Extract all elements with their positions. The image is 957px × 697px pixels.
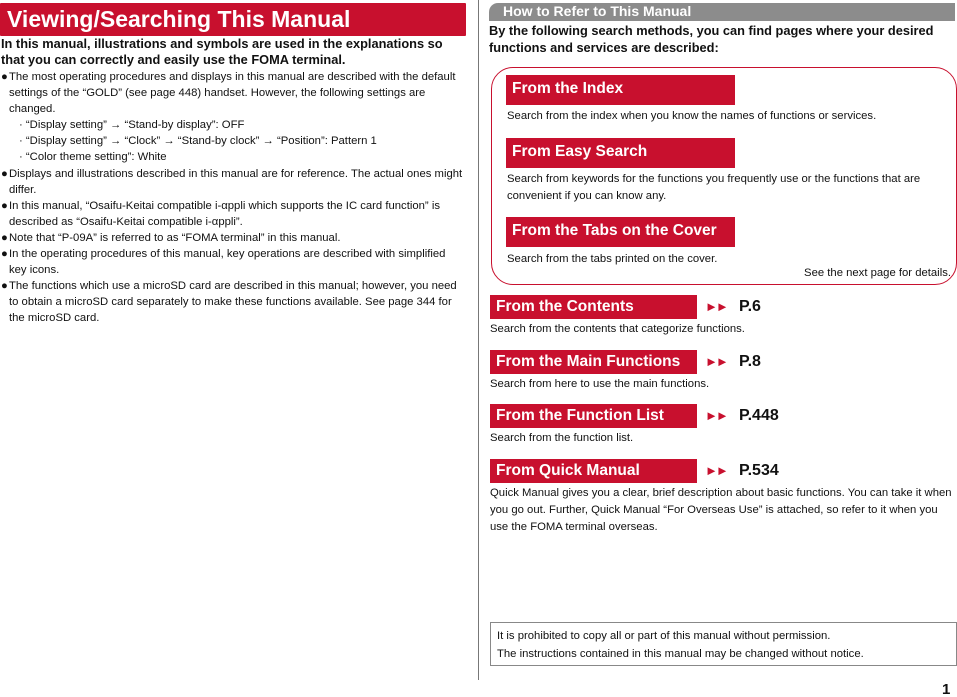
list-item: ● Displays and illustrations described in this manual are for reference. The actual ones might differ. [1, 167, 463, 196]
bullet-icon: ● [1, 248, 8, 261]
double-arrow-icon: ►► [705, 354, 727, 369]
function-list-page: P.448 [739, 407, 779, 424]
tabs-description: Search from the tabs printed on the cover. [507, 253, 718, 265]
bullet-icon: ● [1, 280, 8, 293]
page-number: 1 [942, 681, 951, 697]
main-functions-label: From the Main Functions [490, 350, 697, 374]
bullet-icon: ● [1, 167, 8, 180]
double-arrow-icon: ►► [705, 463, 727, 478]
tabs-label: From the Tabs on the Cover [506, 217, 735, 247]
list-item: ● The most operating procedures and displays in this manual are described with the default settings of the “GOLD” (see page 448) handset. However, the following settings are changed. · “Display setting” → “Stand-by display”: OFF · “Display setting” → “Clock” → “Stand-by clock” → “Position”: Pattern 1 · “Color theme setting”: White [1, 69, 466, 166]
next-page-note: See the next page for details. [804, 267, 951, 279]
double-arrow-icon: ►► [705, 408, 727, 423]
section-intro: By the following search methods, you can find pages where your desired functions and services are described: [489, 23, 934, 55]
list-item: ● In the operating procedures of this manual, key operations are described with simplified key icons. [1, 248, 446, 277]
list-item: ● Note that “P-09A” is referred to as “FOMA terminal” in this manual. [1, 230, 466, 246]
contents-label: From the Contents [490, 295, 697, 319]
main-functions-description: Search from here to use the main functions. [490, 378, 710, 390]
function-list-description: Search from the function list. [490, 432, 634, 444]
copyright-notice [490, 622, 957, 666]
quick-manual-description: Quick Manual gives you a clear, brief description about basic functions. You can take it when you go out. Further, Quick Manual “For Overseas Use” is attached, so refer to it when you use the FOMA terminal overseas. [490, 487, 952, 533]
quick-manual-label: From Quick Manual [490, 459, 697, 483]
notes-list [1, 69, 466, 327]
index-description: Search from the index when you know the names of functions or services. [507, 110, 877, 122]
quick-manual-page: P.534 [739, 462, 779, 479]
intro-paragraph: In this manual, illustrations and symbols are used in the explanations so that you can correctly and easily use the FOMA terminal. [1, 36, 443, 67]
list-item: ● The functions which use a microSD card are described in this manual; however, you need to obtain a microSD card separately to make these functions available. See page 344 for the microSD card. [1, 280, 457, 325]
easy-search-label: From Easy Search [506, 138, 735, 168]
function-list-label: From the Function List [490, 404, 697, 428]
contents-description: Search from the contents that categorize functions. [490, 323, 745, 335]
setting-item: · “Display setting” → “Stand-by display”: OFF [19, 119, 245, 132]
notice-line: The instructions contained in this manual may be changed without notice. [497, 648, 864, 660]
bullet-icon: ● [1, 71, 8, 83]
bullet-icon: ● [1, 199, 8, 212]
index-label: From the Index [506, 75, 735, 105]
easy-search-description: Search from keywords for the functions you frequently use or the functions that are convenient if you can know any. [507, 173, 921, 202]
notice-line: It is prohibited to copy all or part of this manual without permission. [497, 630, 831, 642]
page-title: Viewing/Searching This Manual [0, 3, 466, 36]
bullet-icon: ● [1, 231, 8, 244]
double-arrow-icon: ►► [705, 299, 727, 314]
list-item: ● In this manual, “Osaifu-Keitai compatible i-αppli which supports the IC card function” is described as “Osaifu-Keitai compatible i-αppli”. [1, 199, 440, 228]
column-divider [478, 0, 479, 680]
main-functions-page: P.8 [739, 353, 761, 370]
setting-item: · “Display setting” → “Clock” → “Stand-by clock” → “Position”: Pattern 1 [19, 135, 377, 148]
contents-page: P.6 [739, 298, 761, 315]
section-title: How to Refer to This Manual [489, 3, 955, 21]
setting-item: · “Color theme setting”: White [19, 151, 167, 164]
